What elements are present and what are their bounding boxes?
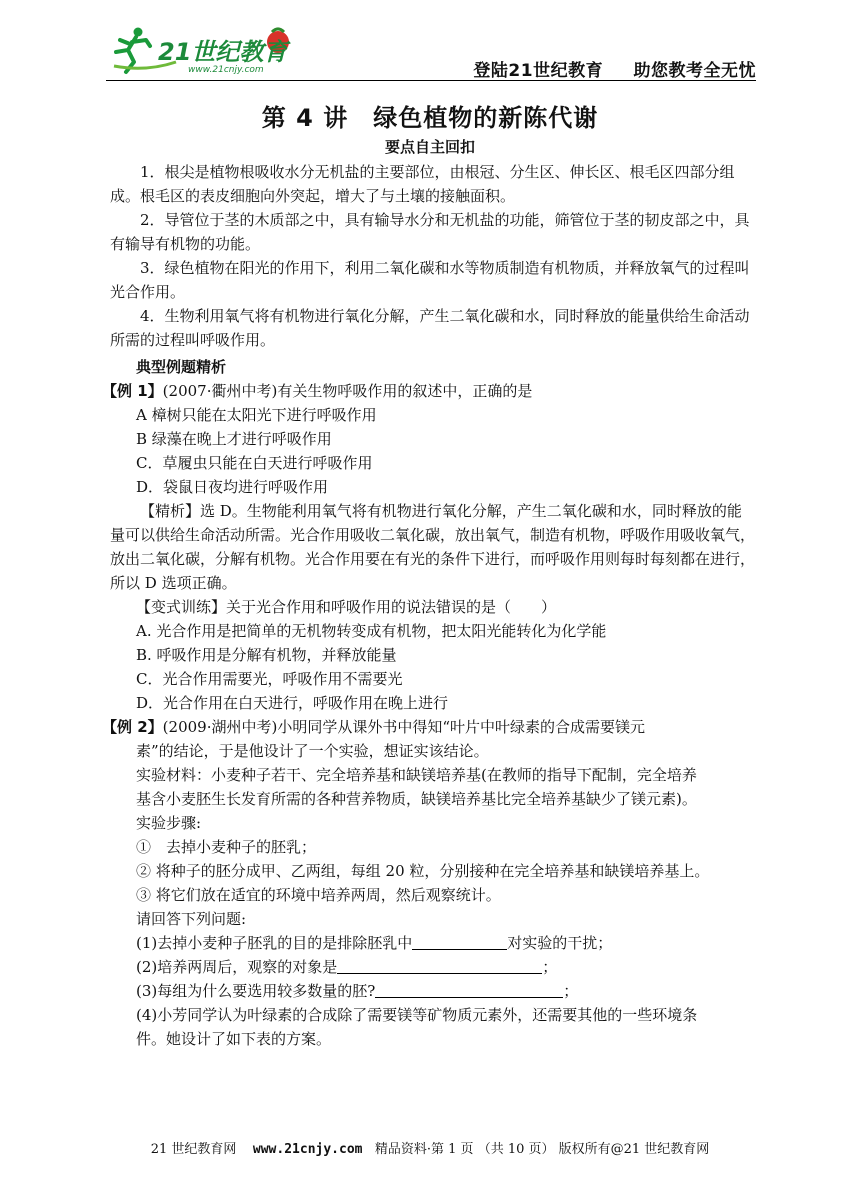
footer-pageinfo: 精品资料·第 1 页 （共 10 页） 版权所有@21 世纪教育网 — [374, 1142, 710, 1157]
example-2-stem-cont: 素”的结论，于是他设计了一个实验，想证实该结论。 — [136, 742, 489, 760]
examples-section — [102, 355, 756, 1051]
example-1-option-a: A 樟树只能在太阳光下进行呼吸作用 — [136, 406, 377, 424]
example-2-step-2: ② 将种子的胚分成甲、乙两组，每组 20 粒，分别接种在完全培养基和缺镁培养基上。 — [136, 862, 710, 880]
header-divider — [106, 80, 756, 81]
slogan-right: 助您教考全无忧 — [633, 61, 756, 81]
variant-option-a: A. 光合作用是把简单的无机物转变成有机物，把太阳光能转化为化学能 — [136, 622, 607, 640]
page-footer — [0, 1138, 860, 1157]
footer-site: 21 世纪教育网 — [150, 1142, 237, 1157]
example-1-option-c: C．草履虫只能在白天进行呼吸作用 — [136, 454, 373, 472]
question-1: (1)去掉小麦种子胚乳的目的是排除胚乳中 对实验的干扰； — [136, 934, 613, 952]
section-heading-review: 要点自主回扣 — [384, 138, 475, 156]
review-point-4: 4．生物利用氧气将有机物进行氧化分解，产生二氧化碳和水，同时释放的能量供给生命活动所需的过程叫呼吸作用。 — [110, 307, 750, 349]
logo — [106, 22, 306, 78]
example-2-step-3: ③ 将它们放在适宜的环境中培养两周，然后观察统计。 — [136, 886, 501, 904]
review-points — [110, 160, 755, 352]
answer-blank-1[interactable] — [412, 933, 507, 950]
question-3: (3)每组为什么要选用较多数量的胚? ； — [136, 982, 579, 1000]
variant-exercise-stem: 【变式训练】关于光合作用和呼吸作用的说法错误的是（ ） — [136, 598, 557, 616]
logo-url: www.21cnjy.com — [188, 65, 264, 75]
example-1-option-d: D．袋鼠日夜均进行呼吸作用 — [136, 478, 329, 496]
answer-blank-2[interactable] — [337, 957, 542, 974]
example-2-materials-2: 基含小麦胚生长发育所需的各种营养物质，缺镁培养基比完全培养基缺少了镁元素)。 — [136, 790, 697, 808]
logo-text: 21世纪教育 — [158, 38, 288, 66]
variant-option-c: C．光合作用需要光，呼吸作用不需要光 — [136, 670, 403, 688]
page-header — [106, 22, 756, 84]
example-1-stem: 【例 1】(2007·衢州中考)有关生物呼吸作用的叙述中，正确的是 — [102, 382, 533, 400]
example-2-label: 【例 2】 — [102, 718, 163, 736]
review-point-2: 2．导管位于茎的木质部之中，具有输导水分和无机盐的功能，筛管位于茎的韧皮部之中，具有输导有机物的功能。 — [110, 211, 750, 253]
footer-url[interactable]: www.21cnjy.com — [252, 1142, 363, 1157]
question-4-cont: 件。她设计了如下表的方案。 — [136, 1030, 332, 1048]
example-1-label: 【例 1】 — [102, 382, 163, 400]
answer-blank-3[interactable] — [375, 981, 563, 998]
question-4: (4)小芳同学认为叶绿素的合成除了需要镁等矿物质元素外，还需要其他的一些环境条 — [136, 1006, 698, 1024]
example-2-stem: 【例 2】(2009·湖州中考)小明同学从课外书中得知“叶片中叶绿素的合成需要镁元 — [102, 718, 645, 736]
example-2-steps-label: 实验步骤: — [136, 814, 202, 832]
example-1-analysis: 【精析】选 D。生物能利用氧气将有机物进行氧化分解，产生二氧化碳和水，同时释放的能量可以供给生命活动所需。光合作用吸收二氧化碳，放出氧气，制造有机物，呼吸作用吸收氧气，放出二氧化碳，分解有机物。光合作用要在有光的条件下进行，而呼吸作用则每时每刻都在进行，所以 D 选项正确。 — [110, 502, 756, 592]
slogan-left: 登陆21世纪教育 — [473, 61, 604, 81]
example-2-question-intro: 请回答下列问题: — [136, 910, 247, 928]
review-point-3: 3．绿色植物在阳光的作用下，利用二氧化碳和水等物质制造有机物质，并释放氧气的过程叫光合作用。 — [110, 259, 750, 301]
review-point-1: 1．根尖是植物根吸收水分无机盐的主要部位，由根冠、分生区、伸长区、根毛区四部分组成。根毛区的表皮细胞向外突起，增大了与土壤的接触面积。 — [110, 163, 735, 205]
section-heading-examples: 典型例题精析 — [136, 358, 227, 376]
variant-option-d: D．光合作用在白天进行，呼吸作用在晚上进行 — [136, 694, 449, 712]
variant-option-b: B. 呼吸作用是分解有机物，并释放能量 — [136, 646, 397, 664]
example-2-materials-1: 实验材料：小麦种子若干、完全培养基和缺镁培养基(在教师的指导下配制，完全培养 — [136, 766, 697, 784]
example-1-option-b: B 绿藻在晚上才进行呼吸作用 — [136, 430, 332, 448]
analysis-label: 【精析】 — [140, 502, 201, 520]
header-slogan — [449, 56, 756, 81]
question-2: (2)培养两周后，观察的对象是 ； — [136, 958, 558, 976]
variant-label: 【变式训练】 — [136, 598, 227, 616]
page-title: 第 4 讲 绿色植物的新陈代谢 — [261, 104, 599, 132]
example-2-step-1: ① 去掉小麦种子的胚乳； — [136, 838, 317, 856]
